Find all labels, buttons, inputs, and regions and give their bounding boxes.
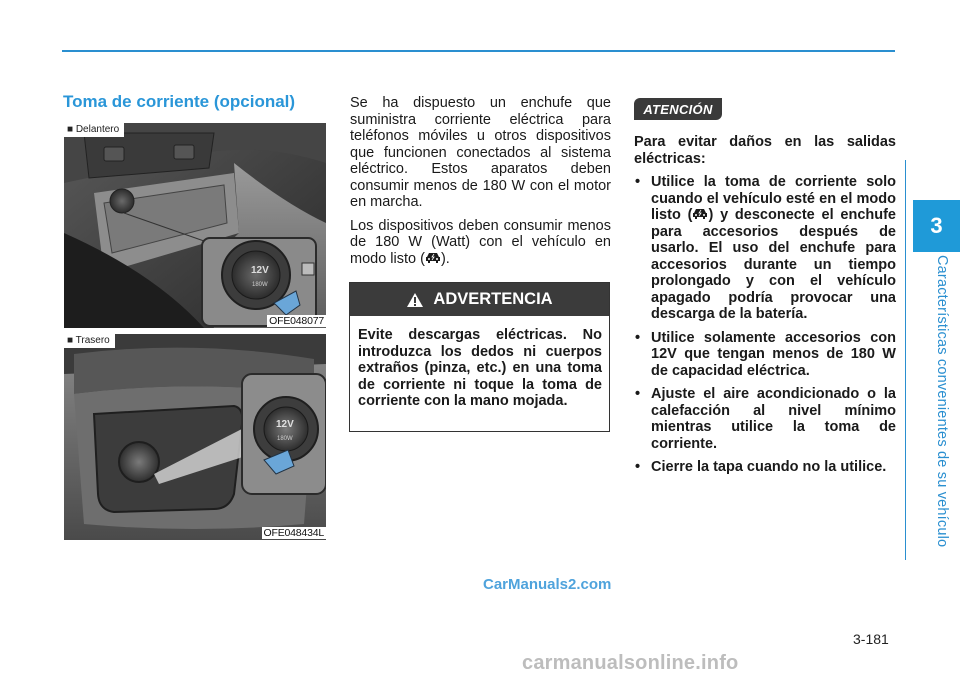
rear-figure-code: OFE048434L [263, 527, 324, 539]
caution-item: • Utilice solamente accesorios con 12V que tengan menos de 180 W de capacidad eléctrica. [634, 330, 896, 380]
body-paragraph-2 [350, 218, 611, 268]
side-rule [905, 160, 906, 560]
header-rule [62, 50, 895, 52]
page-number: 3-181 [853, 631, 889, 647]
front-outlet-photo [64, 123, 326, 328]
caution-intro: Para evitar daños en las salidas eléctricas: [634, 134, 896, 167]
front-figure-code: OFE048077 [269, 315, 324, 327]
caution-label: ATENCIÓN [634, 98, 722, 120]
chapter-number-tab: 3 [913, 200, 960, 252]
caution-item-text-end: ) y desconecte el enchufe para accesorios después de usarlo. El uso del enchufe para accesorios durante un tiempo prolongado y con el vehículo apagado podría provocar una descarga de la batería. [651, 207, 896, 322]
warning-header [350, 283, 609, 316]
rear-socket-label: 12V [276, 419, 294, 430]
footer-site-mark: carmanualsonline.info [522, 652, 739, 674]
warning-title: ADVERTENCIA [433, 290, 553, 308]
warning-text: Evite descargas eléctricas. No introduzca los dedos ni cuerpos extraños (pinza, etc.) en una toma de corriente ni toque la toma de corriente con la mano mojada. [358, 327, 602, 409]
rear-socket-power: 180W [277, 436, 293, 442]
ready-mode-icon [692, 208, 708, 220]
body-text [350, 95, 611, 274]
body-paragraph-2-text: Los dispositivos deben consumir menos de 180 W (Watt) con el vehículo en modo listo ( [350, 217, 611, 267]
caution-item-text: Utilice la toma de corriente solo cuando el vehículo esté en el modo listo ( [651, 174, 896, 223]
front-socket-power: 180W [252, 282, 268, 288]
ready-mode-icon [425, 252, 441, 264]
caution-list [634, 174, 896, 476]
caution-item [634, 174, 896, 323]
watermark-link[interactable]: CarManuals2.com [483, 576, 612, 593]
body-paragraph-2-end: ). [440, 250, 450, 267]
caution-item: • Ajuste el aire acondicionado o la calefacción al nivel mínimo mientras utilice la toma de corriente. [634, 386, 896, 452]
warning-triangle-icon [406, 292, 424, 308]
rear-figure-label: ■ Trasero [64, 334, 115, 348]
caution-text [634, 134, 896, 483]
body-paragraph-1: Se ha dispuesto un enchufe que suministra corriente eléctrica para teléfonos móviles u otros dispositivos que funcionen conectados al sistema eléctrico. Estos aparatos deben consumir menos de 180 W con el motor en marcha. [350, 95, 611, 210]
section-title: Toma de corriente (opcional) [63, 92, 296, 111]
front-figure-label: ■ Delantero [64, 123, 124, 137]
front-socket-label: 12V [251, 265, 269, 276]
caution-item: • Cierre la tapa cuando no la utilice. [634, 459, 896, 476]
warning-box [349, 282, 610, 432]
rear-outlet-photo [64, 334, 326, 540]
chapter-title: Características convenientes de su vehículo [934, 255, 950, 548]
